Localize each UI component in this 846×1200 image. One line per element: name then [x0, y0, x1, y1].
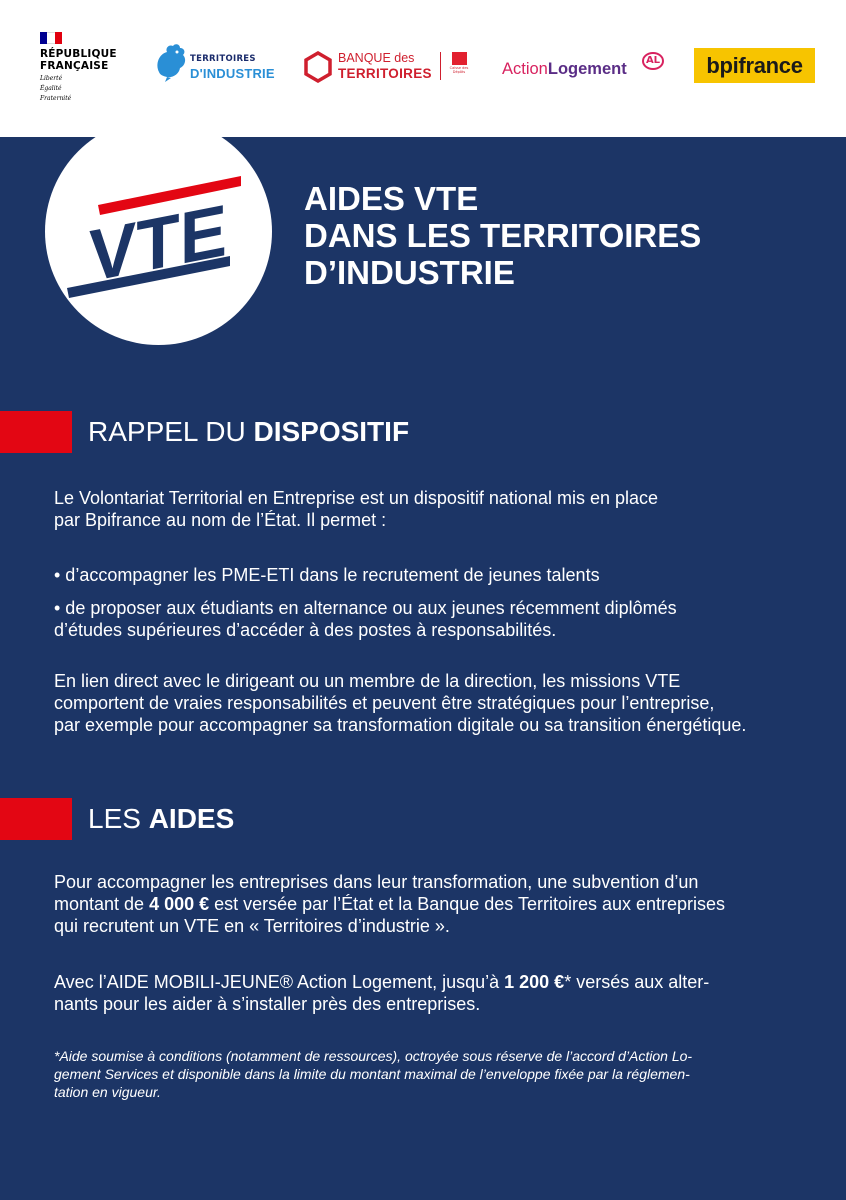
p2-line1: [54, 971, 792, 993]
red-bar-accent: [0, 411, 72, 453]
logo-header: [0, 0, 846, 137]
p2-line1-b: * versés aux alter-: [564, 972, 710, 992]
p1-line2-b: est versée par l’État et la Banque des Territoires aux entreprises: [209, 894, 726, 914]
title-line2: DANS LES TERRITOIRES: [304, 217, 702, 254]
republique-francaise-logo: [40, 32, 120, 102]
section1-intro: [54, 487, 792, 531]
red-bar-accent: [0, 798, 72, 840]
cdc-text: Caisse des Dépôts: [449, 66, 469, 74]
subvention-amount: 4 000 €: [149, 894, 210, 914]
p1-line3: qui recrutent un VTE en « Territoires d’industrie ».: [54, 916, 450, 936]
para-line1: En lien direct avec le dirigeant ou un membre de la direction, les missions VTE: [54, 671, 681, 691]
rf-motto2: Égalité: [40, 85, 62, 92]
section-aides-heading: [0, 798, 846, 840]
territoires-industrie-logo: [153, 40, 278, 86]
bpifrance-wordmark: bpifrance: [706, 53, 803, 78]
al-badge-icon: AL: [642, 52, 664, 70]
p2-line2: nants pour les aider à s’installer près des entreprises.: [54, 994, 481, 1014]
al-wordmark: [502, 60, 627, 79]
footnote-line2: gement Services et disponible dans la limite du montant maximal de l’enveloppe fixée par la réglemen-: [54, 1066, 690, 1082]
rf-motto1: Liberté: [40, 75, 63, 82]
section1-bullet1: [54, 564, 792, 586]
rooster-icon: [153, 42, 189, 82]
section2-heading-bold: AIDES: [148, 803, 235, 834]
bpifrance-logo: [694, 48, 815, 83]
hexagon-icon: [303, 51, 333, 83]
para-line2: comportent de vraies responsabilités et peuvent être stratégiques pour l’entreprise,: [54, 693, 715, 713]
action-logement-logo: [502, 52, 667, 84]
section2-heading-normal: LES: [88, 803, 149, 834]
p1-line1: Pour accompagner les entreprises dans leur transformation, une subvention d’un: [54, 872, 699, 892]
intro-line2: par Bpifrance au nom de l’État. Il permet :: [54, 510, 387, 530]
section2-paragraph1: [54, 871, 792, 937]
para-line3: par exemple pour accompagner sa transformation digitale ou sa transition énergétique.: [54, 715, 747, 735]
footnote: [54, 1047, 792, 1101]
section1-paragraph: [54, 670, 792, 736]
rf-line2: FRANÇAISE: [40, 60, 109, 72]
al-part1: Action: [502, 60, 548, 78]
footnote-line1: *Aide soumise à conditions (notamment de ressources), octroyée sous réserve de l’accord d’Action Lo-: [54, 1048, 693, 1064]
mobili-jeune-amount: 1 200 €: [504, 972, 565, 992]
ti-line1: TERRITOIRES: [190, 54, 256, 64]
vte-badge-graphic: [45, 118, 272, 345]
bullet2-line1: • de proposer aux étudiants en alternance ou aux jeunes récemment diplômés: [54, 598, 677, 618]
vte-badge-label: VTE: [80, 191, 234, 297]
section2-paragraph2: [54, 971, 792, 1015]
bdt-line2: TERRITOIRES: [338, 66, 432, 81]
title-line1: AIDES VTE: [304, 180, 479, 217]
section1-heading-normal: RAPPEL DU: [88, 416, 254, 447]
bullet2-line2: d’études supérieures d’accéder à des postes à responsabilités.: [54, 620, 557, 640]
intro-line1: Le Volontariat Territorial en Entreprise est un dispositif national mis en place: [54, 488, 659, 508]
vte-badge: [45, 118, 272, 345]
bdt-line1: BANQUE des: [338, 51, 415, 65]
french-flag-icon: [40, 32, 62, 44]
footnote-line3: tation en vigueur.: [54, 1084, 161, 1100]
al-part2: Logement: [547, 60, 627, 78]
section1-bullet2: [54, 597, 792, 641]
title-line3: D’INDUSTRIE: [304, 254, 515, 291]
section1-heading-bold: DISPOSITIF: [253, 416, 410, 447]
rf-motto3: Fraternité: [40, 95, 72, 102]
caisse-depots-logo: [446, 52, 472, 78]
page-title: [304, 180, 804, 291]
p2-line1-a: Avec l’AIDE MOBILI-JEUNE® Action Logement, jusqu’à: [54, 972, 505, 992]
p1-line2-a: montant de: [54, 894, 150, 914]
bullet1-text: • d’accompagner les PME-ETI dans le recrutement de jeunes talents: [54, 565, 600, 585]
rf-line1: RÉPUBLIQUE: [40, 48, 117, 60]
banque-des-territoires-logo: [303, 48, 473, 88]
section-rappel-heading: [0, 411, 846, 453]
bdt-separator: [440, 52, 441, 80]
p1-line2: [54, 893, 792, 915]
ti-line2: D'INDUSTRIE: [190, 66, 275, 81]
